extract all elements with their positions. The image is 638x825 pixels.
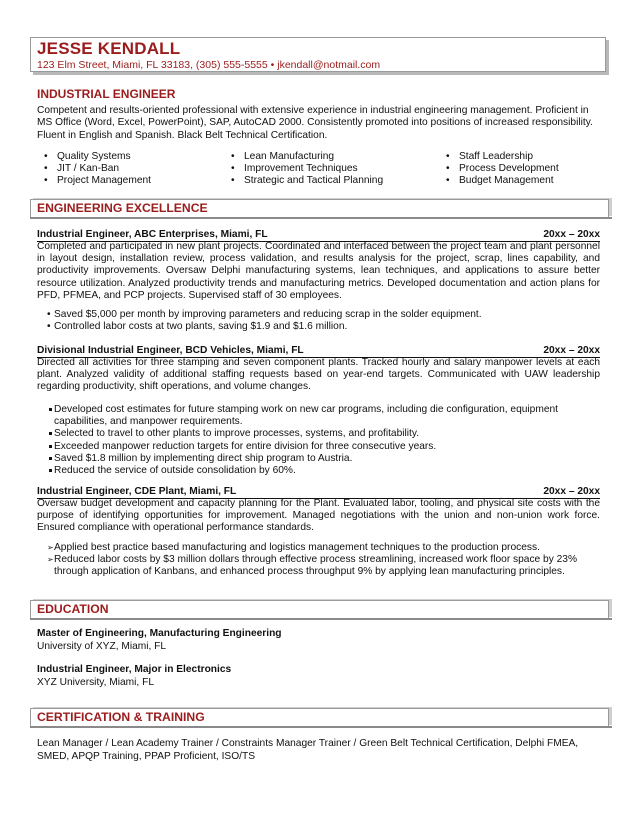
achievement-item: Reduced the service of outside consolidation by 60%. xyxy=(37,465,603,477)
contact-line: 123 Elm Street, Miami, FL 33183, (305) 555-5555 • jkendall@notmail.com xyxy=(37,59,381,71)
education-entry xyxy=(37,664,231,689)
degree: Master of Engineering, Manufacturing Engineering xyxy=(37,628,282,639)
skills-column-1 xyxy=(44,151,151,188)
header-box xyxy=(30,37,606,72)
skill-item: • Strategic and Tactical Planning xyxy=(231,175,383,187)
job-position: Industrial Engineer, ABC Enterprises, Miami, FL xyxy=(37,229,268,240)
job-position: Industrial Engineer, CDE Plant, Miami, FL xyxy=(37,486,237,497)
school: University of XYZ, Miami, FL xyxy=(37,640,167,652)
skill-item: • Improvement Techniques xyxy=(231,163,383,175)
achievement-item: ➢ Reduced labor costs by $3 million dollars through effective process streamlining, increased work floor space by 23% through application of Kanbans, and enhanced process throughput 9% by applying lean manufacturing principles. xyxy=(37,554,603,578)
section-header-experience xyxy=(30,199,609,217)
skill-item: • JIT / Kan-Ban xyxy=(44,163,151,175)
skills-column-2 xyxy=(231,151,383,188)
achievement-item: Saved $1.8 million by implementing direct ship program to Austria. xyxy=(37,453,603,465)
job-achievements xyxy=(37,309,603,333)
skill-item: • Lean Manufacturing xyxy=(231,151,383,163)
job-achievements xyxy=(37,542,603,579)
candidate-name: JESSE KENDALL xyxy=(37,39,181,58)
skill-item: • Staff Leadership xyxy=(446,151,559,163)
section-title: ENGINEERING EXCELLENCE xyxy=(37,201,208,215)
section-title: EDUCATION xyxy=(37,602,109,616)
achievement-item: • Controlled labor costs at two plants, saving $1.9 and $1.6 million. xyxy=(37,321,603,333)
job-dates: 20xx – 20xx xyxy=(543,345,600,356)
achievement-item: Developed cost estimates for future stamping work on new car programs, including die configuration, equipment capabilities, and manpower requirements. xyxy=(37,404,603,428)
skills-column-3 xyxy=(446,151,559,188)
job-title: INDUSTRIAL ENGINEER xyxy=(37,87,176,101)
skill-item: • Project Management xyxy=(44,175,151,187)
section-header-certification xyxy=(30,708,609,726)
skill-item: • Quality Systems xyxy=(44,151,151,163)
job-description: Completed and participated in new plant projects. Coordinated and interfaced between the project team and plant personnel in layout design, installation review, process validation, and results analysis for the project, scrap, lines capability, and productivity improvements. Oversaw Delphi manufacturing systems, lean techniques, and applications to assure better resource utilization. Analyzed productivity trends and manufacturing metrics. Developed documentation and action plans for PFD, PFMEA, and PCP projects. Supervised staff of 30 employees. xyxy=(37,241,600,301)
job-dates: 20xx – 20xx xyxy=(543,229,600,240)
certification-text: Lean Manager / Lean Academy Trainer / Constraints Manager Trainer / Green Belt Technical Certification, Delphi FMEA, SMED, APQP Training, PPAP Proficient, ISO/TS xyxy=(37,738,579,762)
job-description: Oversaw budget development and capacity planning for the Plant. Evaluated labor, tooling, and physical site costs with the purpose of identifying opportunities for improvement. Managed negotiations with the union and non-union work force. Ensured compliance with operational performance standards. xyxy=(37,498,600,534)
achievement-item: Selected to travel to other plants to improve processes, systems, and profitability. xyxy=(37,428,603,440)
skill-item: • Budget Management xyxy=(446,175,559,187)
profile-summary: Competent and results-oriented professional with extensive experience in industrial engineering management. Proficient in MS Office (Word, Excel, PowerPoint), SAP, AutoCAD 2000. Consistently promoted into positions of increased responsibility. Fluent in English and Spanish. Black Belt Technical Certification. xyxy=(37,105,593,141)
job-description: Directed all activities for three stamping and seven component plants. Tracked hourly and salary manpower levels at each plant. Analyzed validity of additional staffing requests based on year-end targets. Communicated with UAW leadership regarding productivity, shift operations, and volume changes. xyxy=(37,357,600,393)
job-achievements xyxy=(37,404,603,477)
education-entry xyxy=(37,628,282,653)
achievement-item: ➢ Applied best practice based manufacturing and logistics management techniques to the production process. xyxy=(37,542,603,554)
degree: Industrial Engineer, Major in Electronics xyxy=(37,664,232,675)
skill-item: • Process Development xyxy=(446,163,559,175)
achievement-item: Exceeded manpower reduction targets for entire division for three consecutive years. xyxy=(37,441,603,453)
school: XYZ University, Miami, FL xyxy=(37,676,154,688)
job-position: Divisional Industrial Engineer, BCD Vehicles, Miami, FL xyxy=(37,345,304,356)
achievement-item: • Saved $5,000 per month by improving parameters and reducing scrap in the solder equipment. xyxy=(37,309,603,321)
section-title: CERTIFICATION & TRAINING xyxy=(37,710,205,724)
section-header-education xyxy=(30,600,609,618)
job-dates: 20xx – 20xx xyxy=(543,486,600,497)
